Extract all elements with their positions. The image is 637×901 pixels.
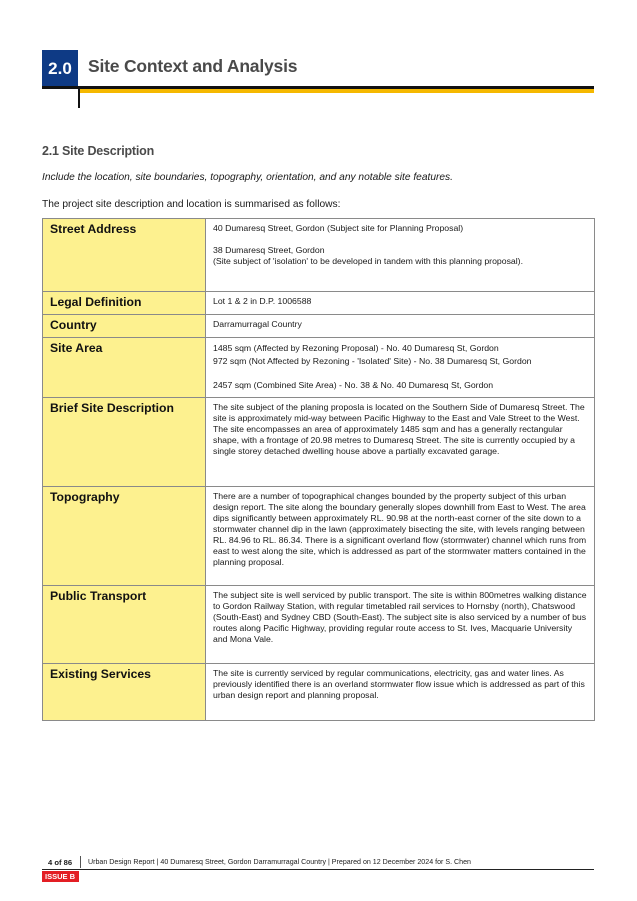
row-value xyxy=(206,315,595,338)
page-number: 4 of 86 xyxy=(48,858,73,867)
value-paragraph: Darramurragal Country xyxy=(213,319,302,329)
footer-text: Urban Design Report | 40 Dumaresq Street, Gordon Darramurragal Country | Prepared on 12 December 2024 for S. Chen xyxy=(88,858,471,866)
section-number: 2.0 xyxy=(42,50,78,87)
row-label: Country xyxy=(43,315,206,338)
row-label: Topography xyxy=(43,487,206,586)
footer-separator xyxy=(80,856,81,868)
value-paragraph: Lot 1 & 2 in D.P. 1006588 xyxy=(213,296,312,306)
row-label: Brief Site Description xyxy=(43,398,206,487)
row-value xyxy=(206,292,595,315)
site-description-table xyxy=(42,218,595,721)
row-label: Public Transport xyxy=(43,586,206,664)
table-row xyxy=(43,292,595,315)
intro-text: The project site description and location is summarised as follows: xyxy=(42,199,341,210)
row-value xyxy=(206,487,595,586)
row-label: Existing Services xyxy=(43,664,206,721)
row-value xyxy=(206,219,595,292)
row-value xyxy=(206,664,595,721)
value-paragraph: The subject site is well serviced by public transport. The site is within 800metres walking distance to Gordon Railway Station, with regular timetabled rail services to Hornsby (north), Chatswood (South-East) and Sydney CBD (South-East). The subject site is also serviced by a number of bus routes along Pacific Highway, providing regular route access to St. Ives, Macquarie University and Mona Vale. xyxy=(213,590,587,644)
issue-badge: ISSUE B xyxy=(42,871,79,882)
row-label: Street Address xyxy=(43,219,206,292)
row-label: Legal Definition xyxy=(43,292,206,315)
value-paragraph: 40 Dumaresq Street, Gordon (Subject site for Planning Proposal) xyxy=(213,223,464,233)
footer-rule xyxy=(42,869,594,870)
value-paragraph: 2457 sqm (Combined Site Area) - No. 38 & No. 40 Dumaresq St, Gordon xyxy=(213,380,494,390)
table-row xyxy=(43,219,595,292)
value-paragraph: There are a number of topographical changes bounded by the property subject of this urban design report. The site along the boundary generally slopes downhill from East to West. The area dips significantly between approximately RL. 90.98 at the north-east corner of the site down to a stormwater channel dip in the lawn (approximately bisecting the site, with levels ranging between RL. 84.96 to RL. 86.34. There is a significant overland flow (stormwater) channel which runs from east to west along the site, which is addressed as part of the stormwater matters contained in the planning proposal. xyxy=(213,491,587,567)
table-row xyxy=(43,398,595,487)
row-value xyxy=(206,586,595,664)
value-paragraph: 1485 sqm (Affected by Rezoning Proposal) - No. 40 Dumaresq St, Gordon 972 sqm (Not Affected by Rezoning - 'Isolated' Site) - No. 38 Dumaresq St, Gordon xyxy=(213,343,532,366)
value-paragraph: 38 Dumaresq Street, Gordon (Site subject of 'isolation' to be developed in tandem with this planning proposal). xyxy=(213,245,523,266)
table-row xyxy=(43,338,595,398)
table-row xyxy=(43,315,595,338)
row-value xyxy=(206,398,595,487)
row-value xyxy=(206,338,595,398)
value-paragraph: The site subject of the planing proposla is located on the Southern Side of Dumaresq Street. The site is approximately mid-way between Pacific Highway to the East and Vale Street to the West. The site encompasses an area of approximately 1485 sqm and has a generally rectangular shape, with a frontage of 20.98 metres to Dumaresq Street. The site is currently occupied by a single storey detached dwelling house above a partially excavated garage. xyxy=(213,402,585,456)
header-tick xyxy=(78,87,80,108)
instruction-text: Include the location, site boundaries, topography, orientation, and any notable site features. xyxy=(42,172,453,183)
table-row xyxy=(43,664,595,721)
table-row xyxy=(43,586,595,664)
subsection-heading: 2.1 Site Description xyxy=(42,144,155,158)
row-label: Site Area xyxy=(43,338,206,398)
section-title: Site Context and Analysis xyxy=(88,56,298,76)
header-rule-yellow xyxy=(80,89,594,93)
value-paragraph: The site is currently serviced by regular communications, electricity, gas and water lines. As previously identified there is an overland stormwater flow issue which is addressed as part of this urban design report and planning proposal. xyxy=(213,668,585,700)
table-row xyxy=(43,487,595,586)
